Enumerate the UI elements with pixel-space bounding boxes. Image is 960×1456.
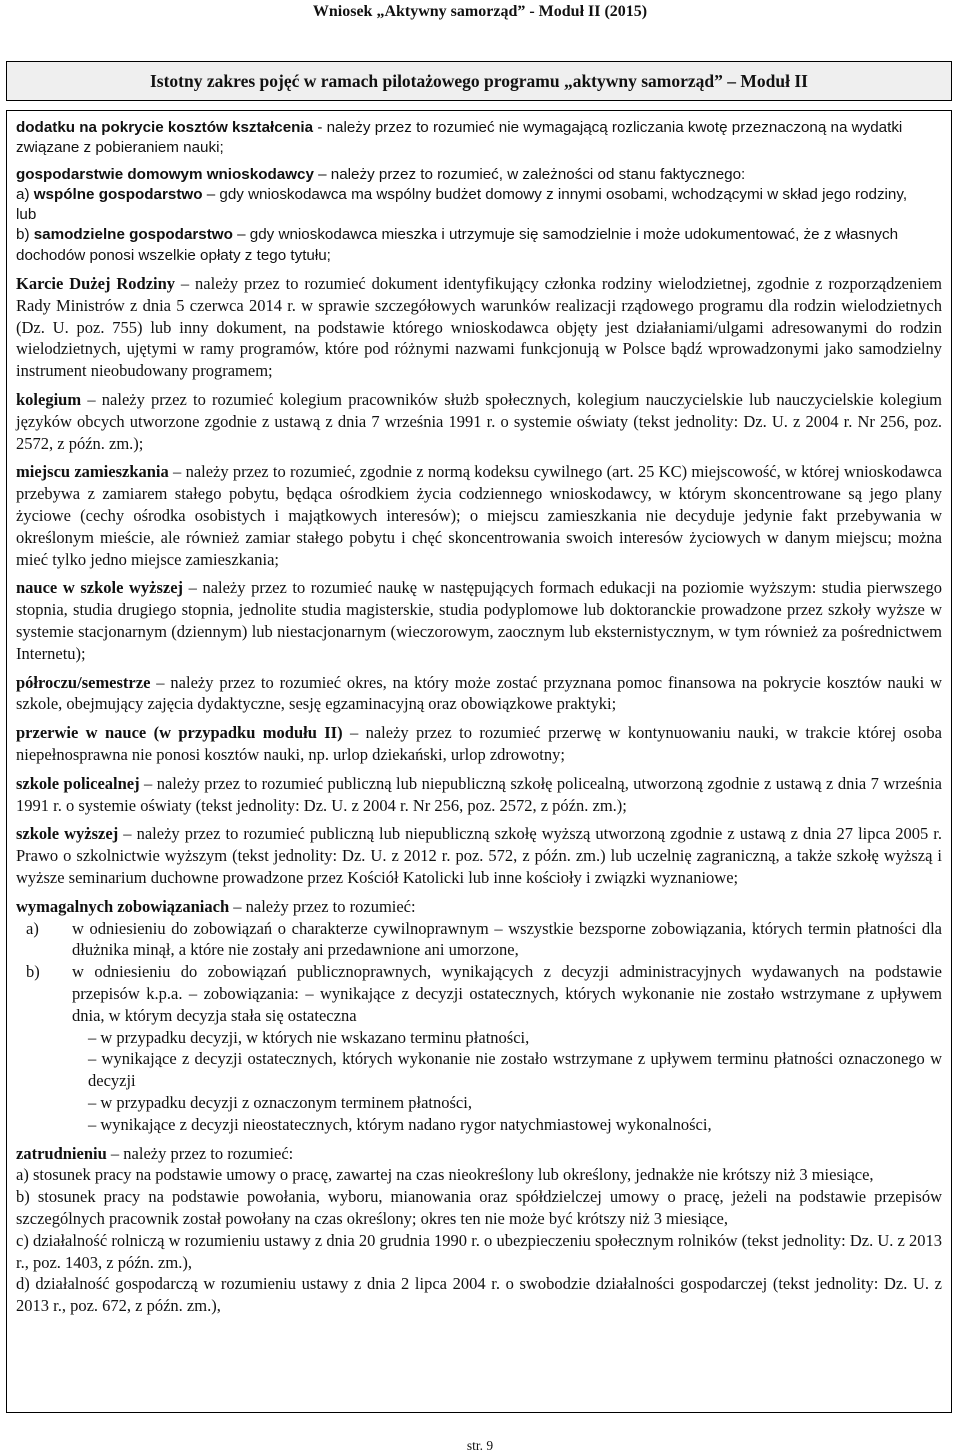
definition-nauce xyxy=(16,577,942,664)
definition-text: – należy przez to rozumieć, zgodnie z normą kodeksu cywilnego (art. 25 KC) miejscowość, w której wnioskodawca przebywa z zamiarem stałego pobytu, będąca ośrodkiem życia codziennego wnioskodawcy, w którym skoncentrowane są jego plany życiowe (cechy ośrodka osobistych i majątkowych interesów); o miejscu zamieszkania nie decyduje jedynie fakt przebywania w określonym mieście, ale również zamiar stałego pobytu i chęć skoncentrowania swoich interesów życiowych w danym miejscu; można mieć tylko jedno miejsce zamieszkania; xyxy=(16,462,942,569)
term: szkole policealnej xyxy=(16,773,140,793)
definition-karta xyxy=(16,273,942,382)
term: szkole wyższej xyxy=(16,824,119,844)
term: nauce w szkole wyższej xyxy=(16,578,184,598)
term: gospodarstwie domowym wnioskodawcy xyxy=(16,165,314,183)
section-title: Istotny zakres pojęć w ramach pilotażowego programu „aktywny samorząd” – Moduł II xyxy=(149,70,808,91)
term: przerwie w nauce (w przypadku modułu II) xyxy=(16,723,343,743)
subitem-c: c) działalność rolniczą w rozumieniu ustawy z dnia 20 grudnia 1990 r. o ubezpieczeniu społecznym rolników (tekst jednolity: Dz. U. z 2013 r., poz. 1403, z późn. zm.), xyxy=(16,1230,942,1272)
definition-text: – należy przez to rozumieć publiczną lub niepubliczną szkołę wyższą utworzoną zgodnie z ustawą z dnia 27 lipca 2005 r. Prawo o szkolnictwie wyższym (tekst jednolity: Dz. U. z 2012 r. poz. 572, z późn. zm.) lub uczelnię zagraniczną, a także szkołę wyższą i wyższe seminarium duchowne prowadzone przez Kościół Katolicki lub inne kościoły i związki wyznaniowe; xyxy=(16,824,942,887)
term: dodatku na pokrycie kosztów kształcenia xyxy=(16,119,314,136)
dash-item: – w przypadku decyzji z oznaczonym terminem płatności, xyxy=(88,1092,472,1112)
subitem-a xyxy=(16,918,942,962)
subitem-b xyxy=(16,225,942,266)
dash-item: – wynikające z decyzji ostatecznych, których wykonanie nie zostało wstrzymane z upływem terminu płatności oznaczonego w decyzji xyxy=(88,1049,942,1091)
definition-wymagalnych xyxy=(16,896,942,918)
dash-item: – w przypadku decyzji, w których nie wskazano terminu płatności, xyxy=(88,1027,530,1047)
definition-text: – należy przez to rozumieć kolegium pracowników służb społecznych, kolegium nauczycielskie lub nauczycielskie kolegium języków obcych utworzone zgodnie z ustawą z dnia 7 września 1991 r. o systemie oświaty (tekst jednolity: Dz. U. z 2004 r. Nr 256, poz. 2572, z późn. zm.); xyxy=(16,390,942,453)
definition-text: - należy przez to rozumieć nie wymagającą rozliczania kwotę przeznaczoną na wydatki związane z pobieraniem nauki; xyxy=(16,119,903,157)
term: wspólne gospodarstwo xyxy=(33,185,203,203)
item-marker: b) xyxy=(16,226,34,244)
definition-text: – należy przez to rozumieć przerwę w kontynuowaniu nauki, w trakcie której osoba niepełnosprawna nie ponosi kosztów nauki, np. urlop dziekański, urlop zdrowotny; xyxy=(16,723,942,765)
term: kolegium xyxy=(16,390,82,410)
subitem-text: w odniesieniu do zobowiązań o charakterze cywilnoprawnym – wszystkie bezsporne zobowiązania, których termin płatności dla dłużnika minął, a które nie zostały ani przedawnione ani umorzone, xyxy=(72,918,942,960)
definition-dodatku xyxy=(16,118,942,159)
definition-text: – należy przez to rozumieć publiczną lub niepubliczną szkołę policealną, utworzoną zgodnie z ustawą z dnia 7 września 1991 r. o systemie oświaty (tekst jednolity: Dz. U. z 2004 r. Nr 256, poz. 2572, z późn. zm.); xyxy=(16,773,942,815)
definition-text: – należy przez to rozumieć naukę w następujących formach edukacji na poziomie wyższym: studia pierwszego stopnia, studia drugiego stopnia, jednolite studia magisterskie, studia podyplomowe lub doktoranckie prowadzone przez szkoły wyższe w systemie stacjonarnym (dziennym) lub niestacjonarnym (wieczorowym, zaocznym lub eksternistycznym, w tym również za pośrednictwem Internetu); xyxy=(16,578,942,663)
subitem-text: w odniesieniu do zobowiązań publicznoprawnych, wynikających z decyzji administracyjnych wydawanych na podstawie przepisów k.p.a. – zobowiązania: – wynikające z decyzji ostatecznych, których wykonanie nie zostało wstrzymane z upływem dnia, w którym decyzja stała się ostateczna xyxy=(72,962,942,1025)
term: Karcie Dużej Rodziny xyxy=(16,274,176,294)
subitem-b: b) stosunek pracy na podstawie powołania, wyboru, mianowania oraz spółdzielczej umowy o pracę, jeżeli na podstawie przepisów szczególnych pracownik został powołany na czas określony; okres ten nie może być krótszy niż 3 miesiące, xyxy=(16,1187,942,1228)
dash-item: – wynikające z decyzji nieostatecznych, którym nadano rygor natychmiastowej wykonalności, xyxy=(88,1114,712,1134)
term: półroczu/semestrze xyxy=(16,672,151,692)
subitem-b xyxy=(16,961,942,1026)
definition-text: – należy przez to rozumieć: xyxy=(229,896,416,916)
or-label: lub xyxy=(16,206,37,224)
subitem-text: – gdy wnioskodawca ma wspólny budżet domowy z innymi osobami, wchodzącymi w skład jego rodziny, xyxy=(202,185,908,203)
definition-zatrudnieniu xyxy=(16,1143,942,1165)
subitem-a: a) stosunek pracy na podstawie umowy o pracę, zawartej na czas nieokreślony lub określony, jednakże nie krótszy niż 3 miesiące, xyxy=(16,1165,874,1185)
term: miejscu zamieszkania xyxy=(16,462,169,482)
definition-polroczu xyxy=(16,672,942,716)
definition-text: – należy przez to rozumieć: xyxy=(106,1143,294,1163)
item-marker: a) xyxy=(16,185,34,203)
term: wymagalnych zobowiązaniach xyxy=(16,896,230,916)
section-title-box xyxy=(6,61,952,101)
subitem-a xyxy=(16,185,942,205)
subitem-d: d) działalność gospodarczą w rozumieniu ustawy z dnia 2 lipca 2004 r. o swobodzie działalności gospodarczej (tekst jednolity: Dz. U. z 2013 r., poz. 672, z późn. zm.), xyxy=(16,1274,942,1316)
document-header: Wniosek „Aktywny samorząd” - Moduł II (2015) xyxy=(312,3,648,20)
definitions-box xyxy=(6,110,952,1413)
item-marker: b) xyxy=(26,962,40,982)
page-number: str. 9 xyxy=(466,1438,494,1453)
definition-kolegium xyxy=(16,389,942,454)
subitem-text: – gdy wnioskodawca mieszka i utrzymuje się samodzielnie i może udokumentować, że z własnych dochodów ponosi wszelkie opłaty z tego tytułu; xyxy=(16,226,899,264)
definition-przerwie xyxy=(16,722,942,766)
definition-miejscu xyxy=(16,461,942,570)
term: samodzielne gospodarstwo xyxy=(33,226,233,244)
definition-gospodarstwie xyxy=(16,165,942,185)
definition-text: – należy przez to rozumieć okres, na który może zostać przyznana pomoc finansowa na pokrycie kosztów nauki w szkole, obejmujący zajęcia dydaktyczne, sesję egzaminacyjną oraz obowiązkowe praktyki; xyxy=(16,672,942,714)
definition-text: – należy przez to rozumieć dokument identyfikujący członka rodziny wielodzietnej, zgodnie z rozporządzeniem Rady Ministrów z dnia 5 czerwca 2014 r. w sprawie szczegółowych warunków realizacji rządowego programu dla rodzin wielodzietnych (Dz. U. poz. 755) lub inny dokument, na podstawie którego wnioskodawca objęty jest działaniami/ulgami adresowanymi do rodzin wielodzietnych, ujętymi w ramy programów, które pod różnymi nazwami funkcjonują w Polsce bądź wprowadzonymi jako samodzielny instrument nieobudowany programem; xyxy=(16,274,942,381)
term: zatrudnieniu xyxy=(16,1143,107,1163)
definition-policealnej xyxy=(16,773,942,817)
definition-text: – należy przez to rozumieć, w zależności od stanu faktycznego: xyxy=(313,165,746,183)
definition-wyzszej xyxy=(16,823,942,888)
item-marker: a) xyxy=(26,918,39,938)
